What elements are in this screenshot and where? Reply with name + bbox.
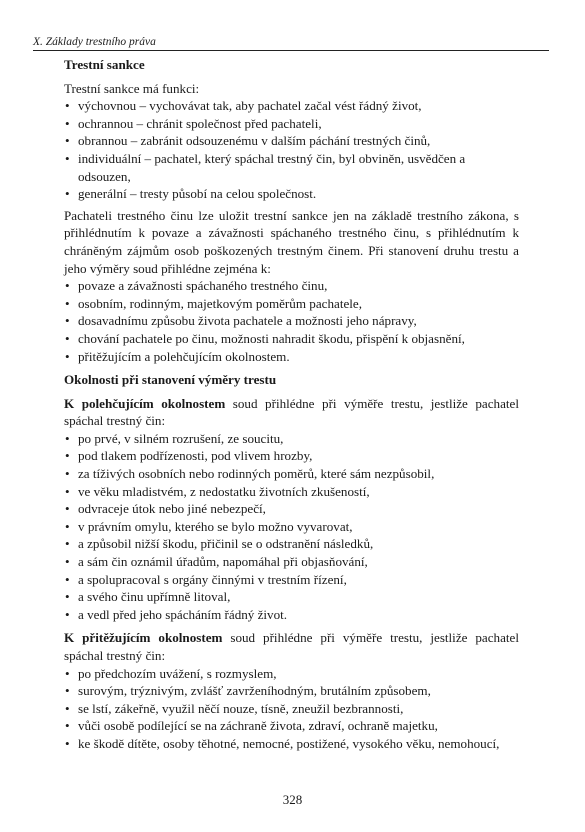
list-item: • vůči osobě podílející se na záchraně života, zdraví, ochraně majetku, [64, 717, 519, 735]
section-title-trestni-sankce: Trestní sankce [64, 57, 145, 72]
list-item: • v právním omylu, kterého se bylo možno vyvarovat, [64, 518, 519, 536]
list-item: • a svého činu upřímně litoval, [64, 588, 519, 606]
list-item: • ke škodě dítěte, osoby těhotné, nemocné, postižené, vysokého věku, nemohoucí, [64, 735, 519, 753]
aggravating-list [64, 665, 519, 753]
list-item: • a vedl před jeho spácháním řádný život. [64, 606, 519, 624]
sanctions-paragraph: Pachateli trestného činu lze uložit trestní sankce jen na základě trestního zákona, s přihlédnutím k povaze a závažnosti spáchaného trestného činu, s přihlédnutím k chráněným zájmům osob poškozených trestným činem. Při stanovení druhu trestu a jeho výměry soud přihlédne zejména k: [64, 207, 519, 276]
list-item: • dosavadnímu způsobu života pachatele a možnosti jeho nápravy, [64, 312, 519, 330]
list-item: • se lstí, zákeřně, využil něčí nouze, tísně, zneužil bezbrannosti, [64, 700, 519, 718]
list-item: • generální – tresty působí na celou společnost. [64, 185, 519, 203]
mitigating-intro [64, 395, 519, 430]
mitigating-list [64, 430, 519, 624]
list-item: • ve věku mladistvém, z nedostatku životních zkušeností, [64, 483, 519, 501]
list-item: • obrannou – zabránit odsouzenému v dalším páchání trestných činů, [64, 132, 519, 150]
list-item: • surovým, trýznivým, zvlášť zavrženíhodným, brutálním způsobem, [64, 682, 519, 700]
list-item: • po prvé, v silném rozrušení, ze soucitu, [64, 430, 519, 448]
functions-list [64, 97, 519, 203]
aggravating-intro [64, 629, 519, 664]
list-item: • po předchozím uvážení, s rozmyslem, [64, 665, 519, 683]
mitigating-intro-text: soud přihlédne při výměře trestu, jestliže pachatel spáchal trestný čin: [64, 395, 519, 429]
list-item: • a spolupracoval s orgány činnými v trestním řízení, [64, 571, 519, 589]
list-item: • ochrannou – chránit společnost před pachateli, [64, 115, 519, 133]
list-item: • odvraceje útok nebo jiné nebezpečí, [64, 500, 519, 518]
list-item: • povaze a závažnosti spáchaného trestného činu, [64, 277, 519, 295]
running-header: X. Základy trestního práva [33, 36, 549, 51]
list-item: • přitěžujícím a polehčujícím okolnostem. [64, 348, 519, 366]
section-title-okolnosti: Okolnosti při stanovení výměry trestu [64, 372, 277, 388]
list-item: • za tíživých osobních nebo rodinných poměrů, které sám nezpůsobil, [64, 465, 519, 483]
list-item: • individuální – pachatel, který spáchal trestný čin, byl obviněn, usvědčen a odsouzen, [64, 150, 519, 185]
list-item: • chování pachatele po činu, možnosti nahradit škodu, přispění k objasnění, [64, 330, 519, 348]
list-item: • výchovnou – vychovávat tak, aby pachatel začal vést řádný život, [64, 97, 519, 115]
list-item: • pod tlakem podřízenosti, pod vlivem hrozby, [64, 447, 519, 465]
list-item: • a způsobil nižší škodu, přičinil se o odstranění následků, [64, 535, 519, 553]
aggravating-lead: K přitěžujícím okolnostem [64, 630, 223, 646]
list-item: • a sám čin oznámil úřadům, napomáhal při objasňování, [64, 553, 519, 571]
mitigating-lead: K polehčujícím okolnostem [64, 395, 226, 411]
page-content [64, 56, 519, 753]
aggravating-intro-text: soud přihlédne při výměře trestu, jestliže pachatel spáchal trestný čin: [64, 630, 519, 663]
factors-list [64, 277, 519, 365]
list-item: • osobním, rodinným, majetkovým poměrům pachatele, [64, 295, 519, 313]
functions-intro: Trestní sankce má funkci: [64, 80, 200, 96]
page-number: 328 [282, 792, 303, 807]
